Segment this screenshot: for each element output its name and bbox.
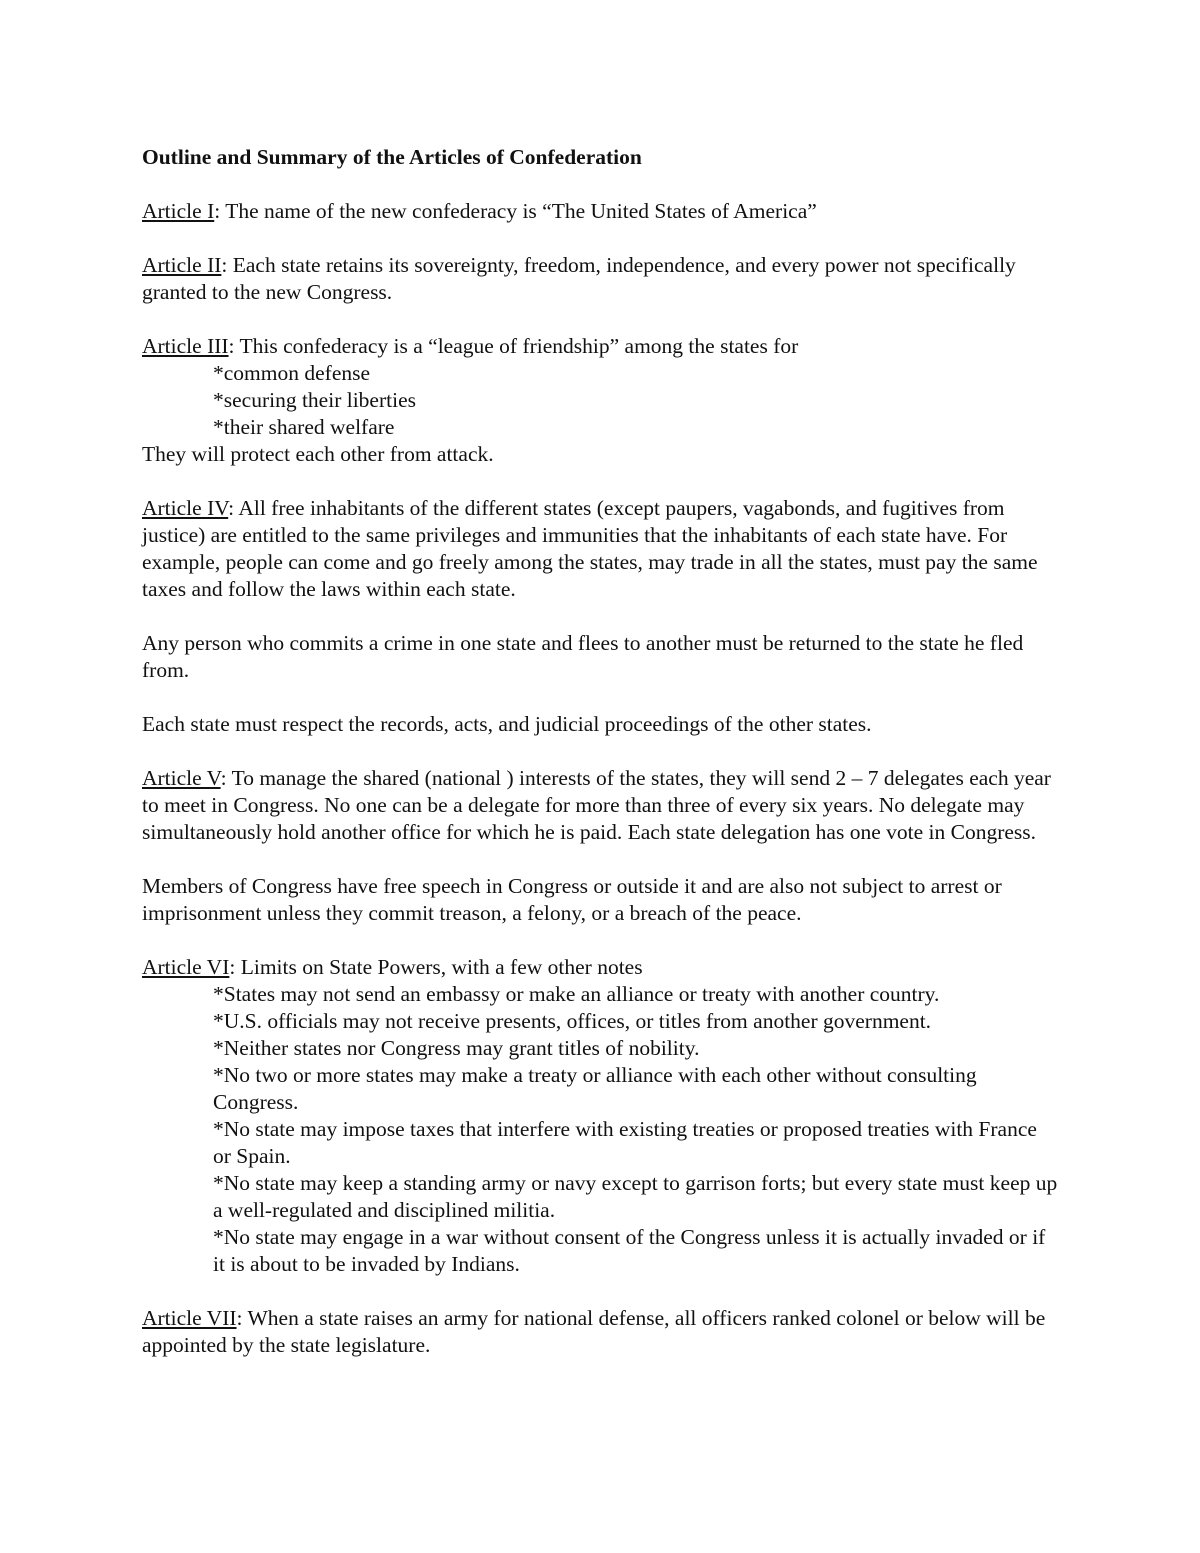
article-5-heading: Article V [142, 766, 221, 790]
article-1-text: : The name of the new confederacy is “The United States of America” [214, 199, 817, 223]
article-4-paragraph-2: Any person who commits a crime in one state and flees to another must be returned to the state he fled from. [142, 631, 1024, 682]
article-1 [142, 198, 1060, 225]
article-7-heading: Article VII [142, 1306, 237, 1330]
article-3-text: : This confederacy is a “league of friendship” among the states for [228, 334, 799, 358]
article-2-text: : Each state retains its sovereignty, freedom, independence, and every power not specifically granted to the new Congress. [142, 253, 1016, 304]
article-5 [142, 765, 1060, 846]
article-4-text: : All free inhabitants of the different states (except paupers, vagabonds, and fugitives from justice) are entitled to the same privileges and immunities that the inhabitants of each state have. For example, people can come and go freely among the states, may trade in all the states, must pay the same taxes and follow the laws within each state. [142, 496, 1038, 601]
article-6-list [142, 981, 1060, 1278]
article-6 [142, 954, 1060, 981]
list-item: *Neither states nor Congress may grant titles of nobility. [213, 1036, 700, 1060]
list-item: *common defense [213, 361, 371, 385]
article-6-heading: Article VI [142, 955, 230, 979]
article-4-paragraph-3: Each state must respect the records, acts, and judicial proceedings of the other states. [142, 712, 872, 736]
list-item: *No state may keep a standing army or navy except to garrison forts; but every state must keep up a well-regulated and disciplined militia. [213, 1171, 1058, 1222]
article-1-heading: Article I [142, 199, 215, 223]
list-item: *No two or more states may make a treaty or alliance with each other without consulting Congress. [213, 1063, 977, 1114]
article-5-paragraph-2: Members of Congress have free speech in Congress or outside it and are also not subject to arrest or imprisonment unless they commit treason, a felony, or a breach of the peace. [142, 874, 1002, 925]
document-title: Outline and Summary of the Articles of Confederation [142, 145, 642, 169]
list-item: *their shared welfare [213, 415, 395, 439]
article-3-after: They will protect each other from attack. [142, 442, 494, 466]
article-3 [142, 333, 1060, 360]
article-6-text: : Limits on State Powers, with a few other notes [229, 955, 643, 979]
list-item: *securing their liberties [213, 388, 416, 412]
list-item: *U.S. officials may not receive presents, offices, or titles from another government. [213, 1009, 932, 1033]
article-3-heading: Article III [142, 334, 229, 358]
article-4-heading: Article IV [142, 496, 229, 520]
list-item: *No state may impose taxes that interfere with existing treaties or proposed treaties with France or Spain. [213, 1117, 1037, 1168]
article-2-heading: Article II [142, 253, 222, 277]
article-3-list [142, 360, 1060, 441]
article-7-text: : When a state raises an army for national defense, all officers ranked colonel or below will be appointed by the state legislature. [142, 1306, 1046, 1357]
article-2 [142, 252, 1060, 306]
list-item: *No state may engage in a war without consent of the Congress unless it is actually invaded or if it is about to be invaded by Indians. [213, 1225, 1046, 1276]
article-5-text: : To manage the shared (national ) interests of the states, they will send 2 – 7 delegates each year to meet in Congress. No one can be a delegate for more than three of every six years. No delegate may simultaneously hold another office for which he is paid. Each state delegation has one vote in Congress. [142, 766, 1051, 844]
list-item: *States may not send an embassy or make an alliance or treaty with another country. [213, 982, 940, 1006]
article-7 [142, 1305, 1060, 1359]
article-4 [142, 495, 1060, 603]
